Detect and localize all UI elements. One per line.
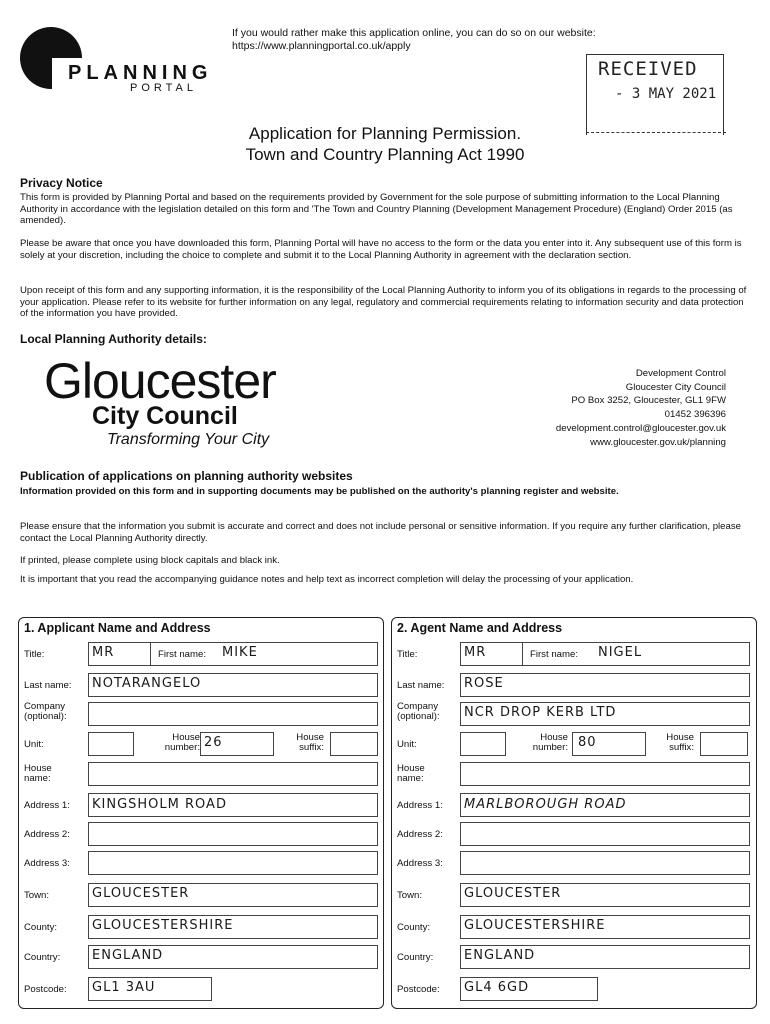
applicant-title-value: MR: [92, 645, 115, 660]
online-note: [232, 27, 596, 53]
applicant-house-number-value: 26: [204, 735, 223, 750]
publication-paragraph-1: Information provided on this form and in supporting documents may be published on the authority's planning register and website.: [20, 486, 619, 497]
agent-address1-value: MARLBOROUGH ROAD: [464, 797, 627, 812]
agent-house-name-label: House name:: [397, 763, 425, 784]
gloucester-logo-word: Gloucester: [44, 353, 276, 409]
agent-address3-label: Address 3:: [397, 858, 443, 869]
agent-first-name-value: NIGEL: [598, 645, 643, 660]
agent-house-suffix-label: House suffix:: [666, 732, 694, 753]
contact-council: Gloucester City Council: [625, 381, 726, 393]
applicant-house-suffix-label: House suffix:: [296, 732, 324, 753]
agent-house-number-value: 80: [578, 735, 597, 750]
agent-house-suffix-field[interactable]: [700, 732, 748, 756]
agent-address2-field[interactable]: [460, 822, 750, 846]
applicant-last-name-value: NOTARANGELO: [92, 676, 202, 691]
agent-address1-label: Address 1:: [397, 800, 443, 811]
contact-address: PO Box 3252, Gloucester, GL1 9FW: [571, 395, 726, 407]
contact-phone: 01452 396396: [664, 409, 726, 421]
applicant-house-name-field[interactable]: [88, 762, 378, 786]
online-note-link[interactable]: https://www.planningportal.co.uk/apply: [232, 40, 411, 52]
agent-section-title: 2. Agent Name and Address: [397, 621, 563, 635]
applicant-title-label: Title:: [24, 649, 45, 660]
applicant-town-value: GLOUCESTER: [92, 886, 190, 901]
agent-company-label: Company (optional):: [397, 701, 440, 722]
applicant-country-value: ENGLAND: [92, 948, 164, 963]
agent-title-label: Title:: [397, 649, 418, 660]
agent-country-value: ENGLAND: [464, 948, 536, 963]
privacy-paragraph-3: Upon receipt of this form and any supporting information, it is the responsibility of the Local Planning Authority to inform you of its obligations in regards to the processing of your application. Please refer to its website for further information on any legal, regulatory and commercial requirements relating to information security and data protection of the information you have provided.: [20, 285, 747, 320]
publication-paragraph-3: If printed, please complete using block capitals and black ink.: [20, 555, 280, 566]
applicant-section-title: 1. Applicant Name and Address: [24, 621, 211, 635]
applicant-address1-value: KINGSHOLM ROAD: [92, 797, 227, 812]
lpa-heading: Local Planning Authority details:: [20, 332, 207, 346]
stamp-title: RECEIVED: [598, 58, 698, 80]
applicant-address3-field[interactable]: [88, 851, 378, 875]
applicant-country-label: Country:: [24, 952, 61, 963]
lpa-contact-block: [556, 367, 726, 449]
agent-county-label: County:: [397, 922, 431, 933]
applicant-county-label: County:: [24, 922, 58, 933]
agent-title-value: MR: [464, 645, 487, 660]
agent-postcode-value: GL4 6GD: [464, 980, 530, 995]
applicant-postcode-value: GL1 3AU: [92, 980, 156, 995]
logo-text-planning: PLANNING: [68, 62, 213, 84]
agent-unit-field[interactable]: [460, 732, 506, 756]
applicant-first-name-value: MIKE: [222, 645, 258, 660]
privacy-paragraph-1: This form is provided by Planning Portal and based on the requirements provided by Government for the sole purpose of submitting information to the Local Planning Authority in accordance with the legislation detailed on this form and 'The Town and Country Planning (Development Management Procedure) (England) Order 2015 (as amended).: [20, 192, 733, 227]
gloucester-logo-tagline: Transforming Your City: [107, 431, 270, 448]
agent-town-value: GLOUCESTER: [464, 886, 562, 901]
agent-postcode-label: Postcode:: [397, 984, 440, 995]
applicant-address1-label: Address 1:: [24, 800, 70, 811]
agent-house-name-field[interactable]: [460, 762, 750, 786]
agent-town-label: Town:: [397, 890, 423, 901]
online-note-text: If you would rather make this application online, you can do so on our website:: [232, 27, 596, 39]
applicant-address3-label: Address 3:: [24, 858, 70, 869]
logo-text-portal: PORTAL: [130, 82, 197, 94]
gloucester-logo-city: City Council: [92, 402, 238, 430]
agent-address2-label: Address 2:: [397, 829, 443, 840]
agent-address3-field[interactable]: [460, 851, 750, 875]
contact-dept: Development Control: [635, 368, 726, 379]
applicant-house-suffix-field[interactable]: [330, 732, 378, 756]
agent-last-name-label: Last name:: [397, 680, 445, 691]
publication-heading: Publication of applications on planning authority websites: [20, 469, 353, 483]
applicant-last-name-label: Last name:: [24, 680, 72, 691]
agent-last-name-value: ROSE: [464, 676, 504, 691]
applicant-company-field[interactable]: [88, 702, 378, 726]
agent-company-value: NCR DROP KERB LTD: [464, 705, 617, 720]
agent-first-name-label: First name:: [530, 649, 578, 660]
publication-paragraph-4: It is important that you read the accompanying guidance notes and help text as incorrect completion will delay the processing of your application.: [20, 574, 634, 585]
applicant-house-number-label: House number:: [164, 732, 200, 753]
applicant-address2-label: Address 2:: [24, 829, 70, 840]
applicant-unit-field[interactable]: [88, 732, 134, 756]
agent-county-value: GLOUCESTERSHIRE: [464, 918, 606, 933]
applicant-company-label: Company (optional):: [24, 701, 67, 722]
privacy-paragraph-2: Please be aware that once you have downloaded this form, Planning Portal will have no access to the form or the data you enter into it. Any subsequent use of this form is solely at your discretion, including the choice to complete and submit it to the Local Planning Authority in agreement with the declaration section.: [20, 238, 742, 261]
publication-paragraph-2: Please ensure that the information you submit is accurate and correct and does not include personal or sensitive information. If you require any further clarification, please contact the Local Planning Authority directly.: [20, 521, 741, 544]
applicant-address2-field[interactable]: [88, 822, 378, 846]
form-title: Application for Planning Permission.: [248, 124, 522, 143]
stamp-date: - 3 MAY 2021: [615, 86, 717, 102]
agent-country-label: Country:: [397, 952, 434, 963]
contact-email[interactable]: development.control@gloucester.gov.uk: [555, 422, 726, 434]
applicant-unit-label: Unit:: [24, 739, 44, 750]
applicant-town-label: Town:: [24, 890, 50, 901]
form-subtitle: Town and Country Planning Act 1990: [245, 145, 525, 164]
agent-unit-label: Unit:: [397, 739, 417, 750]
applicant-county-value: GLOUCESTERSHIRE: [92, 918, 234, 933]
applicant-first-name-label: First name:: [158, 649, 206, 660]
contact-website[interactable]: www.gloucester.gov.uk/planning: [590, 436, 726, 448]
privacy-heading: Privacy Notice: [20, 176, 103, 190]
agent-house-number-label: House number:: [532, 732, 568, 753]
applicant-house-name-label: House name:: [24, 763, 52, 784]
applicant-postcode-label: Postcode:: [24, 984, 67, 995]
